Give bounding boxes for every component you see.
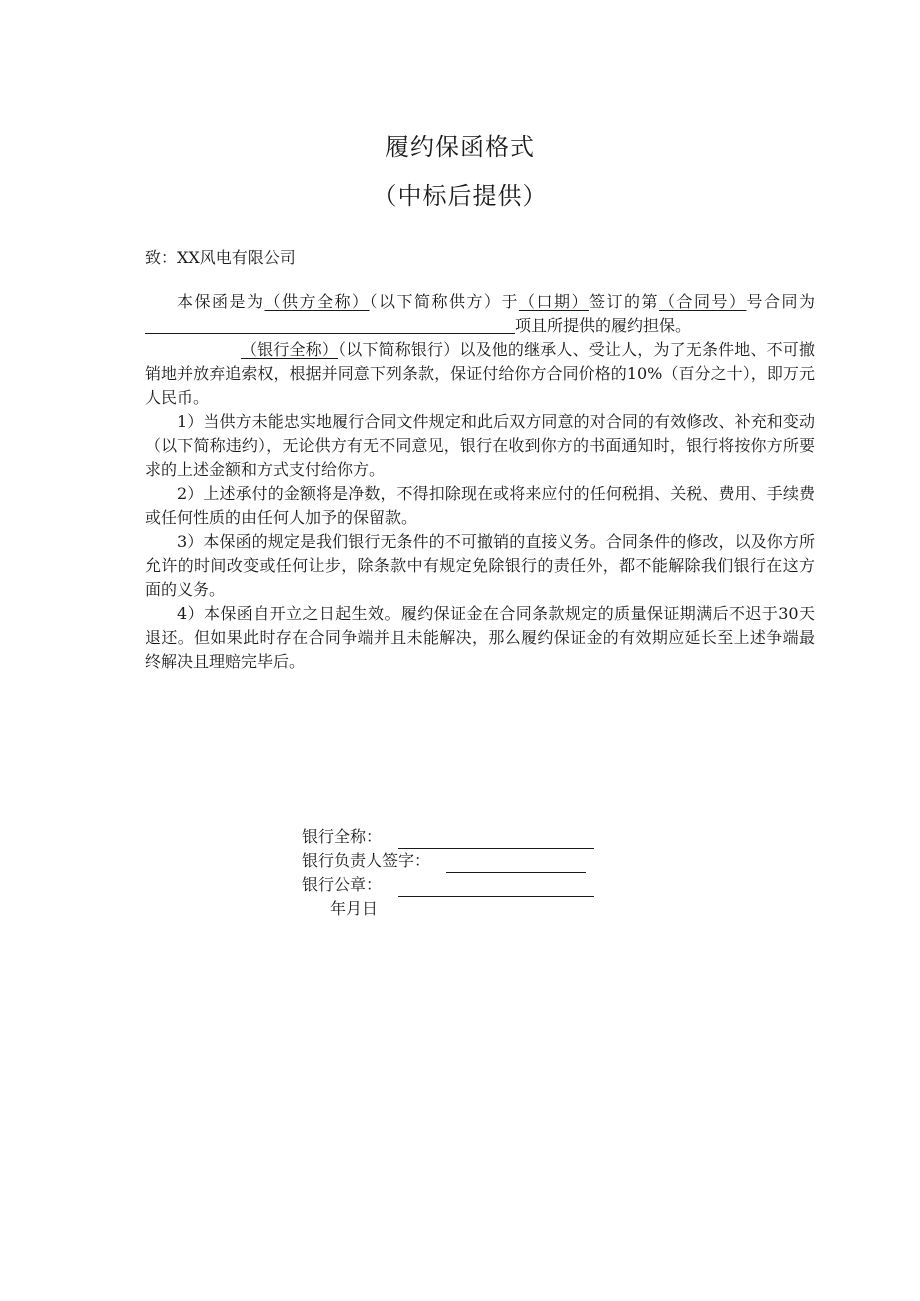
contract-number-field: （合同号） xyxy=(658,292,747,311)
bank-signer-label: 银行负责人签字： xyxy=(302,851,431,870)
date-label: 年月日 xyxy=(330,899,379,918)
recipient-line: 致：XX风电有限公司 xyxy=(145,248,296,267)
bank-name-field: （银行全称） xyxy=(241,340,339,359)
bank-name-signature-line[interactable] xyxy=(398,830,594,849)
document-title: 履约保函格式 xyxy=(385,133,535,161)
intro-text-4: 号合同为 xyxy=(746,292,815,311)
signature-block xyxy=(302,825,594,921)
clause-2: 2）上述承付的金额将是净数，不得扣除现在或将来应付的任何税捐、关税、费用、手续费或任何性质的由任何人加予的保留款。 xyxy=(145,484,815,527)
clause-1: 1）当供方未能忠实地履行合同文件规定和此后双方同意的对合同的有效修改、补充和变动（以下简称违约），无论供方有无不同意见，银行在收到你方的书面通知时，银行将按你方所要求的上述金额和方式支付给你方。 xyxy=(145,412,815,479)
bank-text: （以下简称银行）以及他的继承人、受让人，为了无条件地、不可撤销地并放弃追索权，根据并同意下列条款，保证付给你方合同价格的10%（百分之十），即万元人民币。 xyxy=(145,340,815,407)
intro-text-3: 签订的第 xyxy=(588,292,659,311)
bank-signer-row xyxy=(302,849,594,873)
document-subtitle: （中标后提供） xyxy=(372,182,548,210)
clause-4: 4）本保函自开立之日起生效。履约保证金在合同条款规定的质量保证期满后不迟于30天退还。但如果此时存在合同争端并且未能解决，那么履约保证金的有效期应延长至上述争端最终解决且理赔完毕后。 xyxy=(145,604,815,671)
clause-3: 3）本保函的规定是我们银行无条件的不可撤销的直接义务。合同条件的修改，以及你方所允许的时间改变或任何让步，除条款中有规定免除银行的责任外，都不能解除我们银行在这方面的义务。 xyxy=(145,532,815,599)
intro-text-5: 项且所提供的履约担保。 xyxy=(515,316,692,335)
paragraph-bank xyxy=(145,338,815,410)
supplier-name-field: （供方全称） xyxy=(264,292,370,311)
bank-name-label: 银行全称： xyxy=(302,827,383,846)
bank-name-row xyxy=(302,825,594,849)
project-name-blank xyxy=(145,316,515,334)
bank-seal-label: 银行公章： xyxy=(302,875,383,894)
paragraph-intro xyxy=(145,290,815,338)
date-field: （口期） xyxy=(518,292,589,311)
bank-seal-row xyxy=(302,873,594,897)
intro-text-1: 本保函是为 xyxy=(177,292,265,311)
bank-seal-signature-line[interactable] xyxy=(398,878,594,897)
intro-text-2: （以下简称供方）于 xyxy=(369,292,519,311)
guarantee-body xyxy=(145,290,815,674)
bank-signer-signature-line[interactable] xyxy=(446,854,586,873)
date-row xyxy=(302,897,594,921)
